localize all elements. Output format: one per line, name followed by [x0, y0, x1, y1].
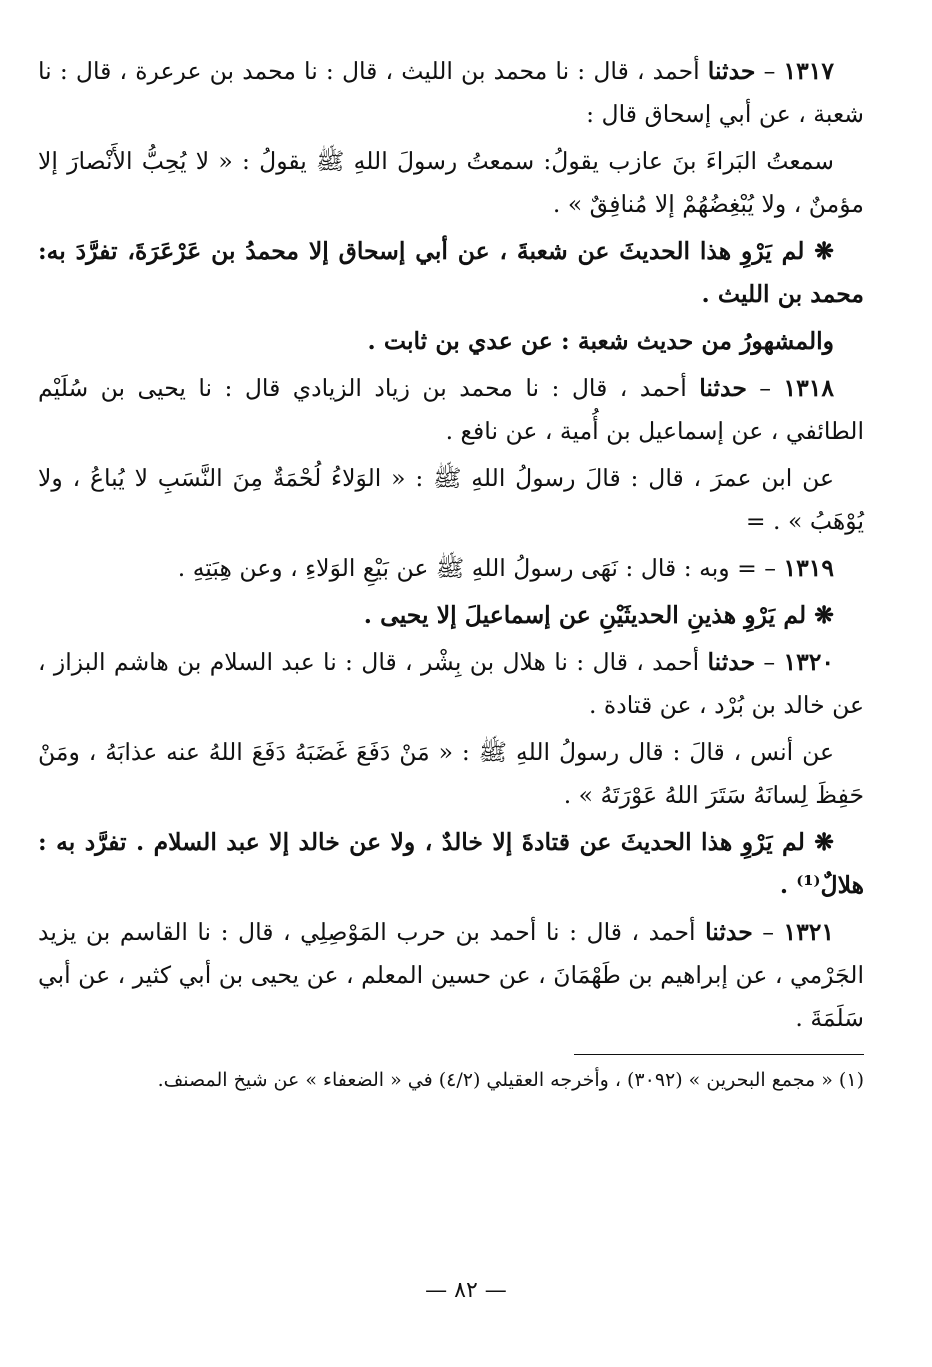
hadith-opening: حدثنا	[707, 648, 756, 676]
hadith-number: ١٣٢٠	[783, 648, 834, 676]
hadith-isnad: = وبه : قال : نَهَى رسولُ اللهِ ﷺ عن بَيْعِ الوَلاءِ ، وعن هِبَتِهِ .	[177, 554, 757, 582]
page-number: — ٨٢ —	[425, 1278, 507, 1303]
hadith-number: ١٣٢١	[783, 918, 834, 946]
hadith-paragraph: ١٣١٨ – حدثنا أحمد ، قال : نا محمد بن زياد الزيادي قال : نا يحيى بن سُلَيْم الطائفي ، عن إسماعيل بن أُمية ، عن نافع .	[38, 374, 864, 445]
hadith-text: عن ابن عمرَ ، قال : قالَ رسولُ اللهِ ﷺ : « الوَلاءُ لُحْمَةٌ مِنَ النَّسَبِ لا يُباعُ ، ولا يُوْهَبُ » . =	[38, 464, 864, 535]
hadith-isnad: أحمد ، قال : نا محمد بن زياد الزيادي قال : نا يحيى بن سُلَيْم الطائفي ، عن إسماعيل بن أُمية ، عن نافع .	[38, 374, 864, 445]
hadith-paragraph: ١٣١٧ – حدثنا أحمد ، قال : نا محمد بن الليث ، قال : نا محمد بن عرعرة ، قال : نا شعبة ، عن أبي إسحاق قال :	[38, 57, 864, 128]
hadith-opening: حدثنا	[705, 918, 753, 946]
commentary-note: ❋ لم يَرْوِ هذا الحديثَ عن شعبةَ ، عن أبي إسحاق إلا محمدُ بن عَرْعَرَةَ، تفرَّدَ به: محمد بن الليث .	[38, 237, 864, 308]
footnote: (١) « مجمع البحرين » (٣٠٩٢) ، وأخرجه العقيلي (٤/٢) في « الضعفاء » عن شيخ المصنف.	[157, 1069, 864, 1091]
commentary-note: ❋ لم يَرْوِ هذا الحديثَ عن قتادةَ إلا خالدٌ ، ولا عن خالد إلا عبد السلام . تفرَّد به : هلالٌ⁽¹⁾ .	[38, 828, 864, 899]
commentary-note: والمشهورُ من حديث شعبة : عن عدي بن ثابت .	[367, 327, 834, 355]
hadith-isnad: أحمد ، قال : نا أحمد بن حرب المَوْصِلِي ، قال : نا القاسم بن يزيد الجَرْمي ، عن إبراهيم بن طَهْمَانَ ، عن حسين المعلم ، عن يحيى بن أبي كثير ، عن أبي سَلَمَةَ .	[38, 918, 864, 1032]
commentary-note: ❋ لم يَرْوِ هذينِ الحديثَيْنِ عن إسماعيلَ إلا يحيى .	[363, 601, 834, 629]
hadith-number: ١٣١٧	[783, 57, 834, 85]
hadith-paragraph: ١٣١٩ – = وبه : قال : نَهَى رسولُ اللهِ ﷺ عن بَيْعِ الوَلاءِ ، وعن هِبَتِهِ .	[177, 554, 834, 582]
hadith-paragraph: ١٣٢٠ – حدثنا أحمد ، قال : نا هلال بن بِشْر ، قال : نا عبد السلام بن هاشم البزاز ، عن خالد بن بُرْد ، عن قتادة .	[38, 648, 864, 719]
hadith-isnad: أحمد ، قال : نا محمد بن الليث ، قال : نا محمد بن عرعرة ، قال : نا شعبة ، عن أبي إسحاق قال :	[38, 57, 864, 128]
hadith-text: سمعتُ البَراءَ بنَ عازب يقولُ: سمعتُ رسولَ اللهِ ﷺ يقولُ : « لا يُحِبُّ الأَنْصارَ إلا مؤمنٌ ، ولا يُبْغِضُهُمْ إلا مُنافِقٌ » .	[38, 147, 864, 218]
footnote-divider	[574, 1054, 864, 1055]
hadith-opening: حدثنا	[699, 374, 747, 402]
hadith-isnad: أحمد ، قال : نا هلال بن بِشْر ، قال : نا عبد السلام بن هاشم البزاز ، عن خالد بن بُرْد ، عن قتادة .	[38, 648, 864, 719]
hadith-number: ١٣١٨	[783, 374, 834, 402]
hadith-number: ١٣١٩	[783, 554, 834, 582]
hadith-text: عن أنس ، قالَ : قال رسولُ اللهِ ﷺ : « مَنْ دَفَعَ غَضَبَهُ دَفَعَ اللهُ عنه عذابَهُ ، ومَنْ حَفِظَ لِسانَهُ سَتَرَ اللهُ عَوْرَتَهُ » .	[38, 738, 864, 809]
page-body	[38, 50, 864, 1040]
hadith-paragraph: ١٣٢١ – حدثنا أحمد ، قال : نا أحمد بن حرب المَوْصِلِي ، قال : نا القاسم بن يزيد الجَرْمي ، عن إبراهيم بن طَهْمَانَ ، عن حسين المعلم ، عن يحيى بن أبي كثير ، عن أبي سَلَمَةَ .	[38, 918, 864, 1032]
hadith-opening: حدثنا	[707, 57, 756, 85]
